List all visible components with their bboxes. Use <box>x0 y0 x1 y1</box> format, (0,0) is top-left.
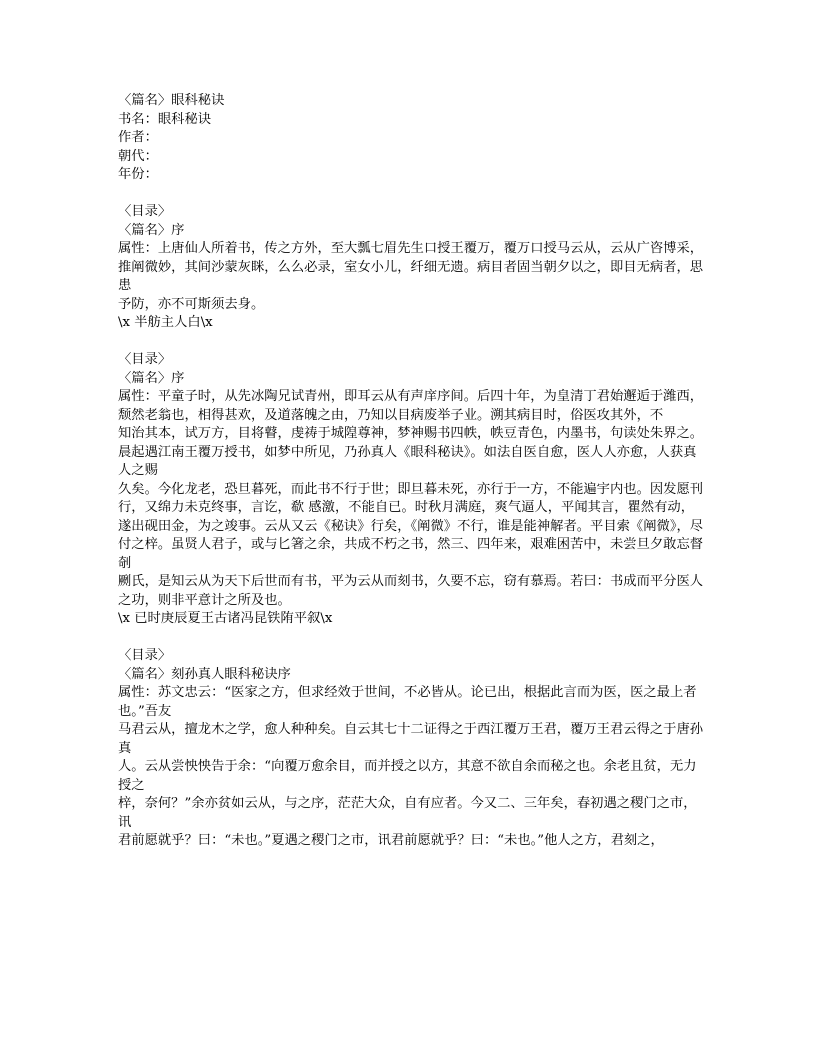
paragraph-line: 之功，则非平意计之所及也。 <box>118 592 291 608</box>
paragraph-line: 马君云从，擅龙木之学，愈人种种矣。自云其七十二证得之于西江覆万王君，覆万王君云得之于唐孙真 <box>118 722 704 756</box>
section-preface-2 <box>118 351 704 629</box>
paragraph-line: 君前愿就乎？曰：“未也。”夏遇之稷门之市，讯君前愿就乎？曰：“未也。”他人之方，君刻之， <box>118 833 664 848</box>
paragraph-line: 晨起遇江南王覆万授书，如梦中所见，乃孙真人《眼科秘诀》。如法自医自愈，医人人亦愈，人获真人之赐 <box>118 444 697 478</box>
author: 作者： <box>118 130 158 145</box>
header-title: 〈篇名〉眼科秘诀 <box>118 93 225 108</box>
section-catalog-label: 〈目录〉 <box>118 648 172 663</box>
paragraph-line: 付之梓。虽贤人君子，或与匕箸之余，共成不朽之书，然三、四年来，艰难困苦中，未尝旦夕敢忘督剞 <box>118 537 704 571</box>
section-catalog-label: 〈目录〉 <box>118 204 172 219</box>
section-preface-1 <box>118 203 704 333</box>
paragraph-line: 属性：苏文忠云：“医家之方，但求经效于世间，不必皆从。论已出，根据此言而为医，医之最上者也。”吾友 <box>118 685 697 719</box>
paragraph-line: 行，又绵力未克终事，言讫，欷 感激，不能自已。时秋月满庭，爽气逼人，平闻其言，瞿然有动，遂出砚田金，为之竣事。云从又云《秘诀》行矣，《阐微》不行，谁是能神解者。平目索《阐微》，尽 <box>118 500 704 534</box>
paragraph-line: 久矣。今化龙老，恐旦暮死，而此书不行于世；即旦暮未死，亦行于一方，不能遍宇内也。因发愿刊 <box>118 481 704 497</box>
signature-line: \x 已时庚辰夏王古诸冯昆铁陏平叙\x <box>118 611 333 626</box>
paragraph-line: 劂氏，是知云从为天下后世而有书，平为云从而刻书，久要不忘，窃有慕焉。若曰：书成而平分医人 <box>118 574 704 589</box>
document-body <box>118 92 704 851</box>
section-preface-3 <box>118 647 704 851</box>
spacer <box>118 629 704 648</box>
section-title: 〈篇名〉序 <box>118 370 185 386</box>
paragraph-line: 梓，奈何？”余亦贫如云从，与之序，茫茫大众，自有应者。今又二、三年矣，春初遇之稷门之市，讯 <box>118 796 697 830</box>
section-title: 〈篇名〉刻孙真人眼科秘诀序 <box>118 666 291 682</box>
year: 年份： <box>118 167 158 182</box>
spacer <box>118 333 704 352</box>
paragraph-line: 推阐微妙，其间沙蒙灰眯，么么必录，室女小儿，纤细无遗。病目者固当朝夕以之，即目无病者，思患 <box>118 259 704 293</box>
signature-line: \x 半舫主人白\x <box>118 315 213 330</box>
paragraph-line: 属性：上唐仙人所着书，传之方外，至大瓢七眉先生口授王覆万，覆万口授马云从，云从广咨博采， <box>118 241 704 256</box>
section-catalog-label: 〈目录〉 <box>118 352 172 367</box>
paragraph-line: 知治其本，试万方，目将瞽，虔祷于城隍尊神，梦神赐书四帙，帙豆青色，内墨书，句读处朱界之。 <box>118 426 704 441</box>
dynasty: 朝代： <box>118 148 158 164</box>
section-title: 〈篇名〉序 <box>118 222 185 238</box>
paragraph-line: 属性：平童子时，从先冰陶兄试青州，即耳云从有声庠序间。后四十年，为皇清丁君始邂逅于潍西，颓然老翁也，相得甚欢，及道落魄之由，乃知以目病废举子业。溯其病目时，俗医攻其外，不 <box>118 389 704 423</box>
paragraph-line: 人。云从尝怏怏告于余：“向覆万愈余目，而并授之以方，其意不欲自余而秘之也。余老且贫，无力授之 <box>118 759 697 793</box>
paragraph-line: 予防，亦不可斯须去身。 <box>118 296 265 312</box>
book-name: 书名：眼科秘诀 <box>118 111 212 127</box>
spacer <box>118 185 704 204</box>
